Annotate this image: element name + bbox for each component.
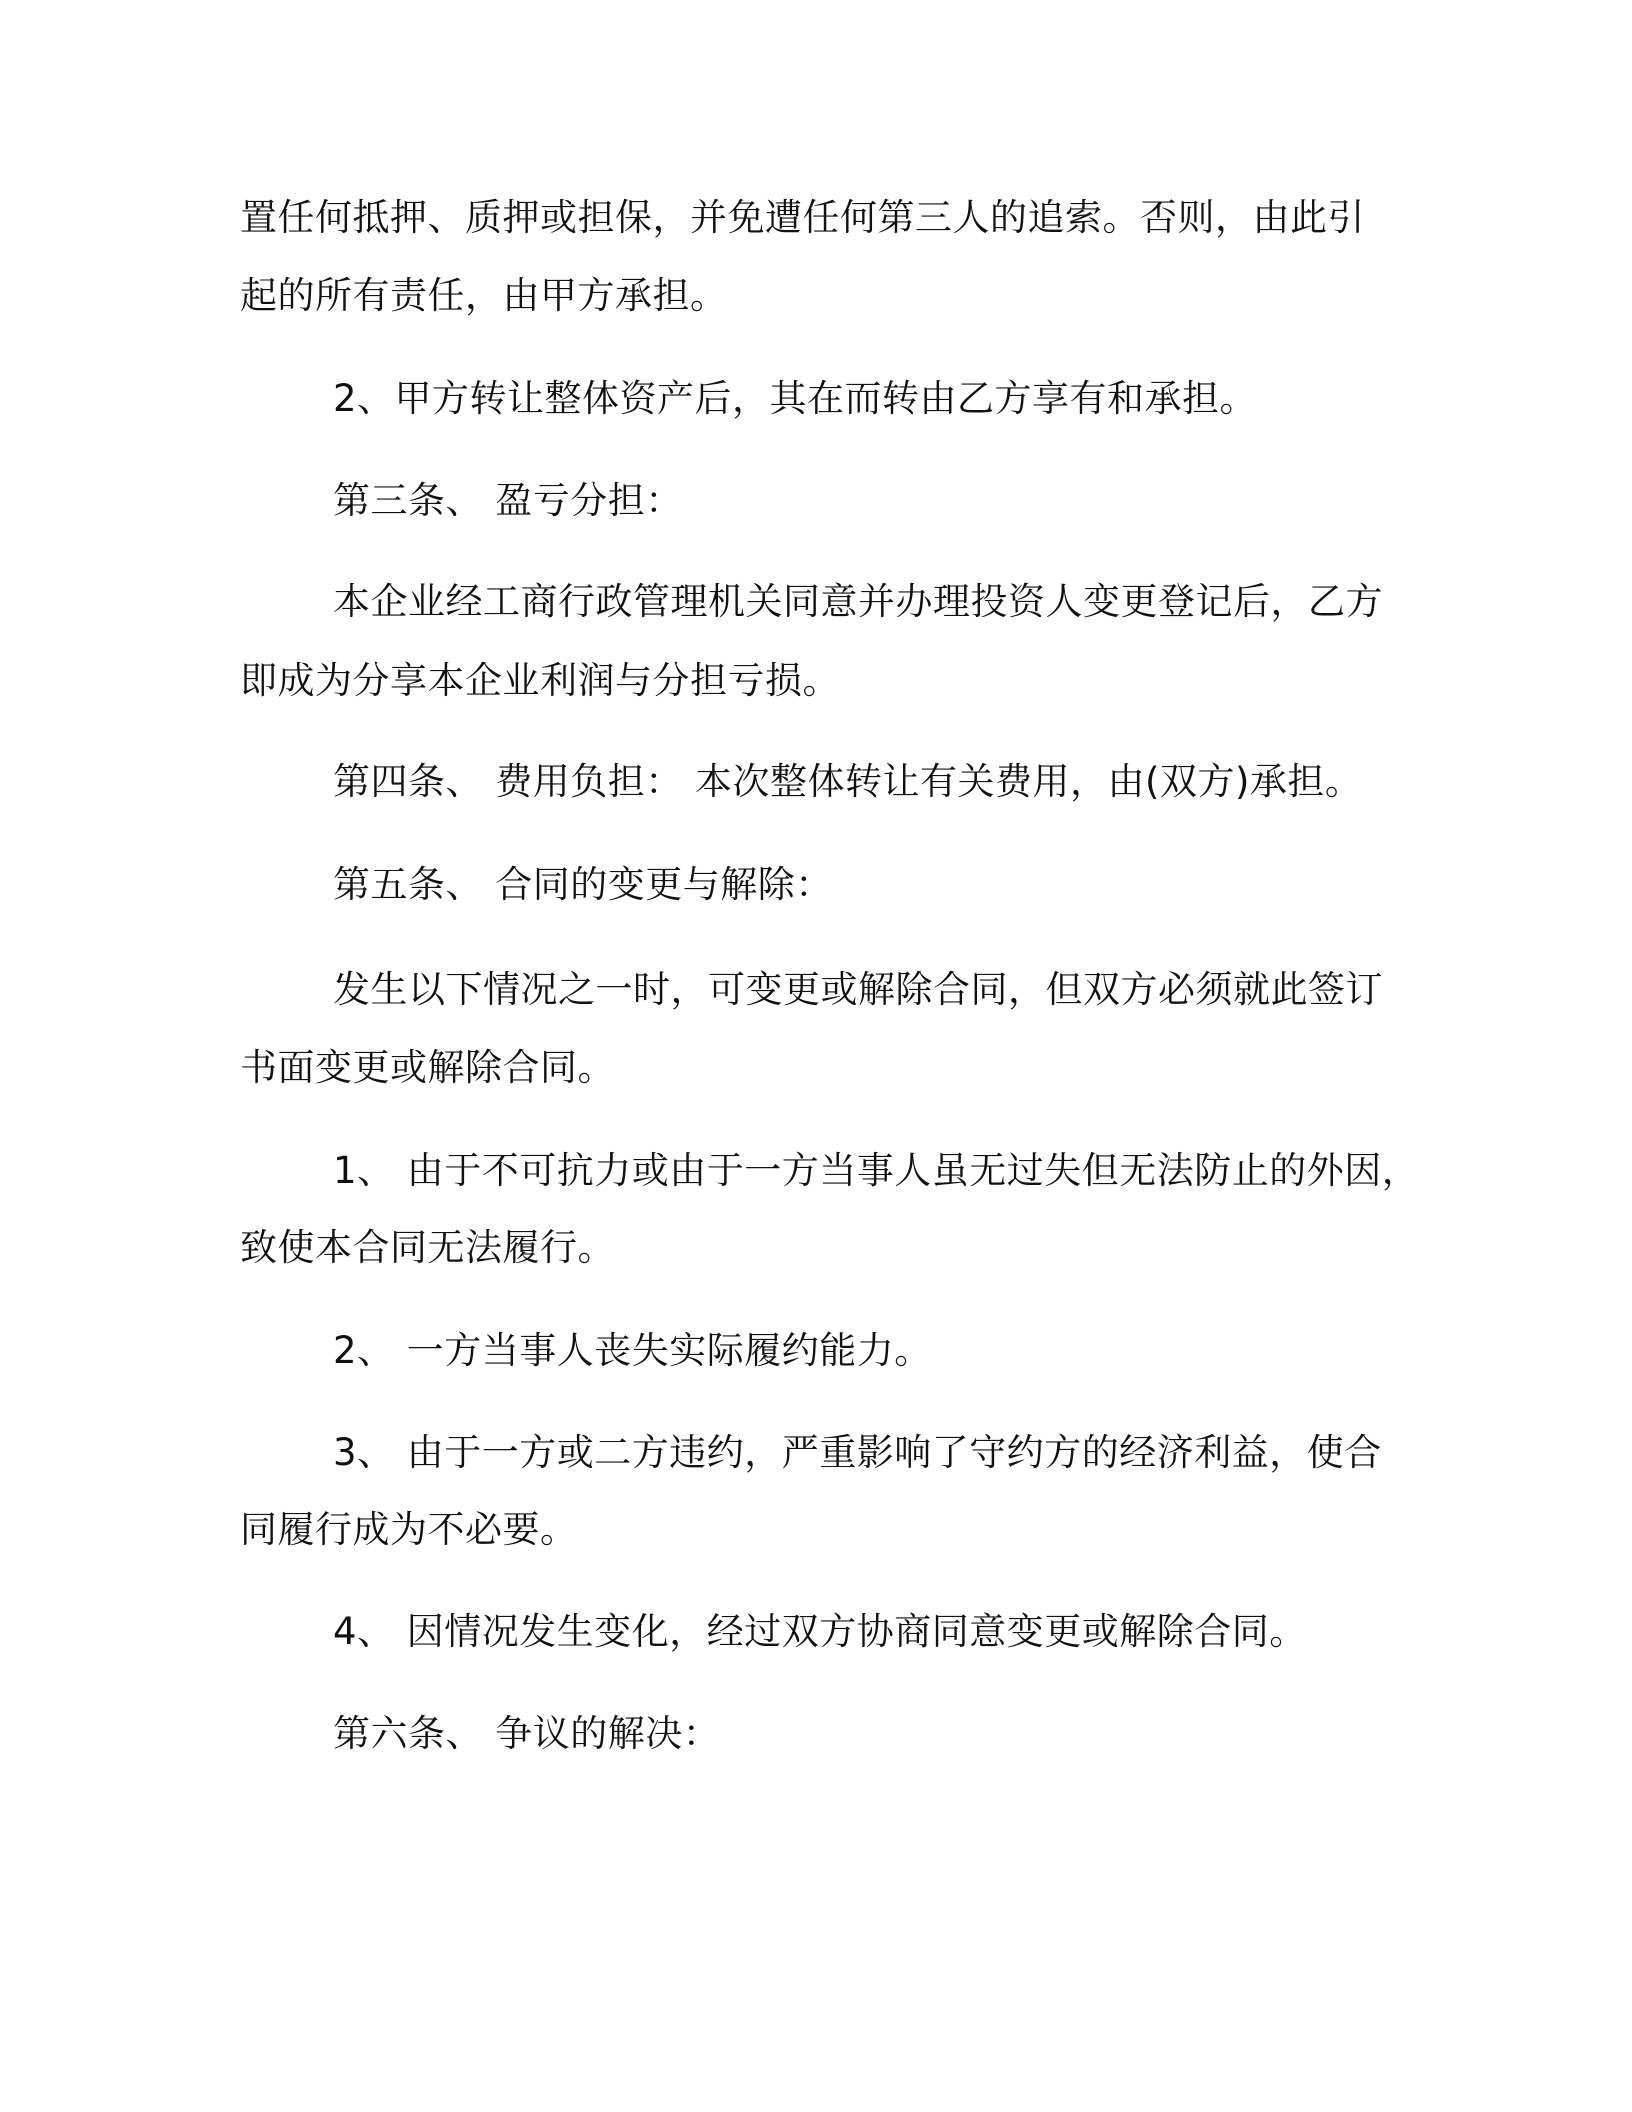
clause-item: 1、 由于不可抗力或由于一方当事人虽无过失但无法防止的外因， xyxy=(333,1149,1420,1192)
article-heading: 第四条、 费用负担： 本次整体转让有关费用，由(双方)承担。 xyxy=(333,760,1363,803)
paragraph-line: 同履行成为不必要。 xyxy=(240,1508,578,1551)
article-heading: 第三条、 盈亏分担： xyxy=(333,479,683,522)
clause-item: 3、 由于一方或二方违约，严重影响了守约方的经济利益，使合 xyxy=(333,1431,1382,1474)
clause-item: 2、甲方转让整体资产后，其在而转由乙方享有和承担。 xyxy=(333,377,1258,420)
paragraph-line: 书面变更或解除合同。 xyxy=(240,1046,615,1089)
article-heading: 第五条、 合同的变更与解除： xyxy=(333,863,833,906)
paragraph-line: 致使本合同无法履行。 xyxy=(240,1226,615,1269)
paragraph-line: 起的所有责任，由甲方承担。 xyxy=(240,274,728,317)
clause-item: 4、 因情况发生变化，经过双方协商同意变更或解除合同。 xyxy=(333,1610,1307,1653)
paragraph-line: 置任何抵押、质押或担保，并免遭任何第三人的追索。否则，由此引 xyxy=(240,196,1365,239)
clause-item: 2、 一方当事人丧失实际履约能力。 xyxy=(333,1329,932,1372)
paragraph-line: 发生以下情况之一时，可变更或解除合同，但双方必须就此签订 xyxy=(333,968,1383,1011)
paragraph-line: 即成为分享本企业利润与分担亏损。 xyxy=(240,659,840,702)
paragraph-line: 本企业经工商行政管理机关同意并办理投资人变更登记后，乙方 xyxy=(333,580,1383,623)
article-heading: 第六条、 争议的解决： xyxy=(333,1712,721,1755)
